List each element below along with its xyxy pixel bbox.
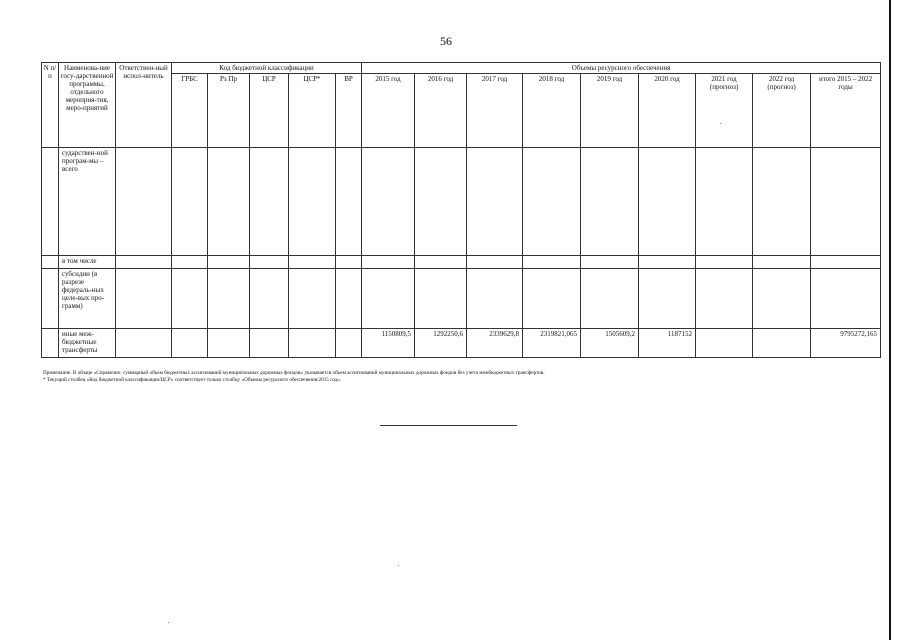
cell-value: 2319821,065: [523, 329, 581, 358]
cell-value: [753, 256, 811, 269]
header-num: N п/п: [42, 63, 59, 148]
cell-value: [811, 256, 881, 269]
row-name: иные меж-бюджетные трансферты: [59, 329, 116, 358]
cell-value: [753, 329, 811, 358]
header-budget-code: Код бюджетной классификации: [172, 63, 362, 74]
header-year-2016: 2016 год: [415, 74, 467, 148]
header-total: итого 2015 – 2022 годы: [811, 74, 881, 148]
cell-value: [581, 148, 639, 256]
cell-value: [696, 256, 753, 269]
row-name: субсидии (в разрезе федераль-ных целе-вых про-грамм): [59, 269, 116, 329]
cell-value: [753, 269, 811, 329]
cell-value: [581, 269, 639, 329]
scan-speck: [398, 565, 399, 566]
cell-value: [523, 269, 581, 329]
cell-value: 1505609,2: [581, 329, 639, 358]
scan-speck: [720, 123, 721, 124]
end-divider: [380, 425, 517, 426]
header-year-2020: 2020 год: [639, 74, 696, 148]
cell-value: 2339629,8: [467, 329, 523, 358]
header-csr-star: ЦСР*: [289, 74, 336, 148]
cell-value: [639, 256, 696, 269]
cell-value: [362, 148, 415, 256]
page-edge-rule: [889, 0, 891, 640]
cell-value: [467, 269, 523, 329]
cell-value: [696, 329, 753, 358]
cell-value: [467, 148, 523, 256]
resource-table: [41, 62, 881, 358]
header-vr: ВР: [336, 74, 362, 148]
cell-value: 9795272,165: [811, 329, 881, 358]
header-year-2022: 2022 год (прогноз): [753, 74, 811, 148]
header-year-2019: 2019 год: [581, 74, 639, 148]
table-row: [42, 148, 881, 256]
cell-value: [696, 269, 753, 329]
table-row: [42, 269, 881, 329]
cell-value: [753, 148, 811, 256]
cell-value: 1187152: [639, 329, 696, 358]
header-resources: Объемы ресурсного обеспечения: [362, 63, 881, 74]
table-row: [42, 256, 881, 269]
row-name: сударствен-ной програм-мы – всего: [59, 148, 116, 256]
header-executor: Ответствен-ный испол-нитель: [116, 63, 172, 148]
cell-value: [581, 256, 639, 269]
cell-value: [811, 269, 881, 329]
header-rzpr: Рз Пр: [208, 74, 250, 148]
cell-value: [639, 148, 696, 256]
footnotes: [43, 370, 545, 384]
header-grbs: ГРБС: [172, 74, 208, 148]
header-csr: ЦСР: [250, 74, 289, 148]
header-year-2017: 2017 год: [467, 74, 523, 148]
header-name: Наименова-ние госу-дарственной программы, отдельного мероприя-тия, меро-приятий: [59, 63, 116, 148]
cell-value: [523, 148, 581, 256]
cell-value: 1150809,5: [362, 329, 415, 358]
cell-value: [696, 148, 753, 256]
header-year-2015: 2015 год: [362, 74, 415, 148]
cell-value: [415, 269, 467, 329]
cell-value: [467, 256, 523, 269]
header-year-2018: 2018 год: [523, 74, 581, 148]
cell-value: [415, 148, 467, 256]
cell-value: [639, 269, 696, 329]
footnote-asterisk: * Текущий столбец «Код бюджетной классификации/ЦСР» соответствует только столбцу «Объемы ресурсного обеспечения/2015 год».: [43, 377, 342, 383]
header-row-top: [42, 63, 881, 74]
page-number: 56: [440, 34, 452, 48]
scan-speck: [168, 622, 169, 623]
cell-value: [362, 256, 415, 269]
cell-value: [415, 256, 467, 269]
row-name: в том числе: [59, 256, 116, 269]
cell-value: 1292250,6: [415, 329, 467, 358]
table-row: [42, 329, 881, 358]
header-year-2021: 2021 год (прогноз): [696, 74, 753, 148]
footnote-remark: Примечание. В обзаце «Справочно: суммарный объем бюджетных ассигнований муниципальных дорожных фондов» указывается объем ассигнований муниципальных дорожных фондов без учета межбюджетных трансфертов.: [43, 370, 545, 376]
cell-value: [362, 269, 415, 329]
cell-value: [811, 148, 881, 256]
cell-value: [523, 256, 581, 269]
